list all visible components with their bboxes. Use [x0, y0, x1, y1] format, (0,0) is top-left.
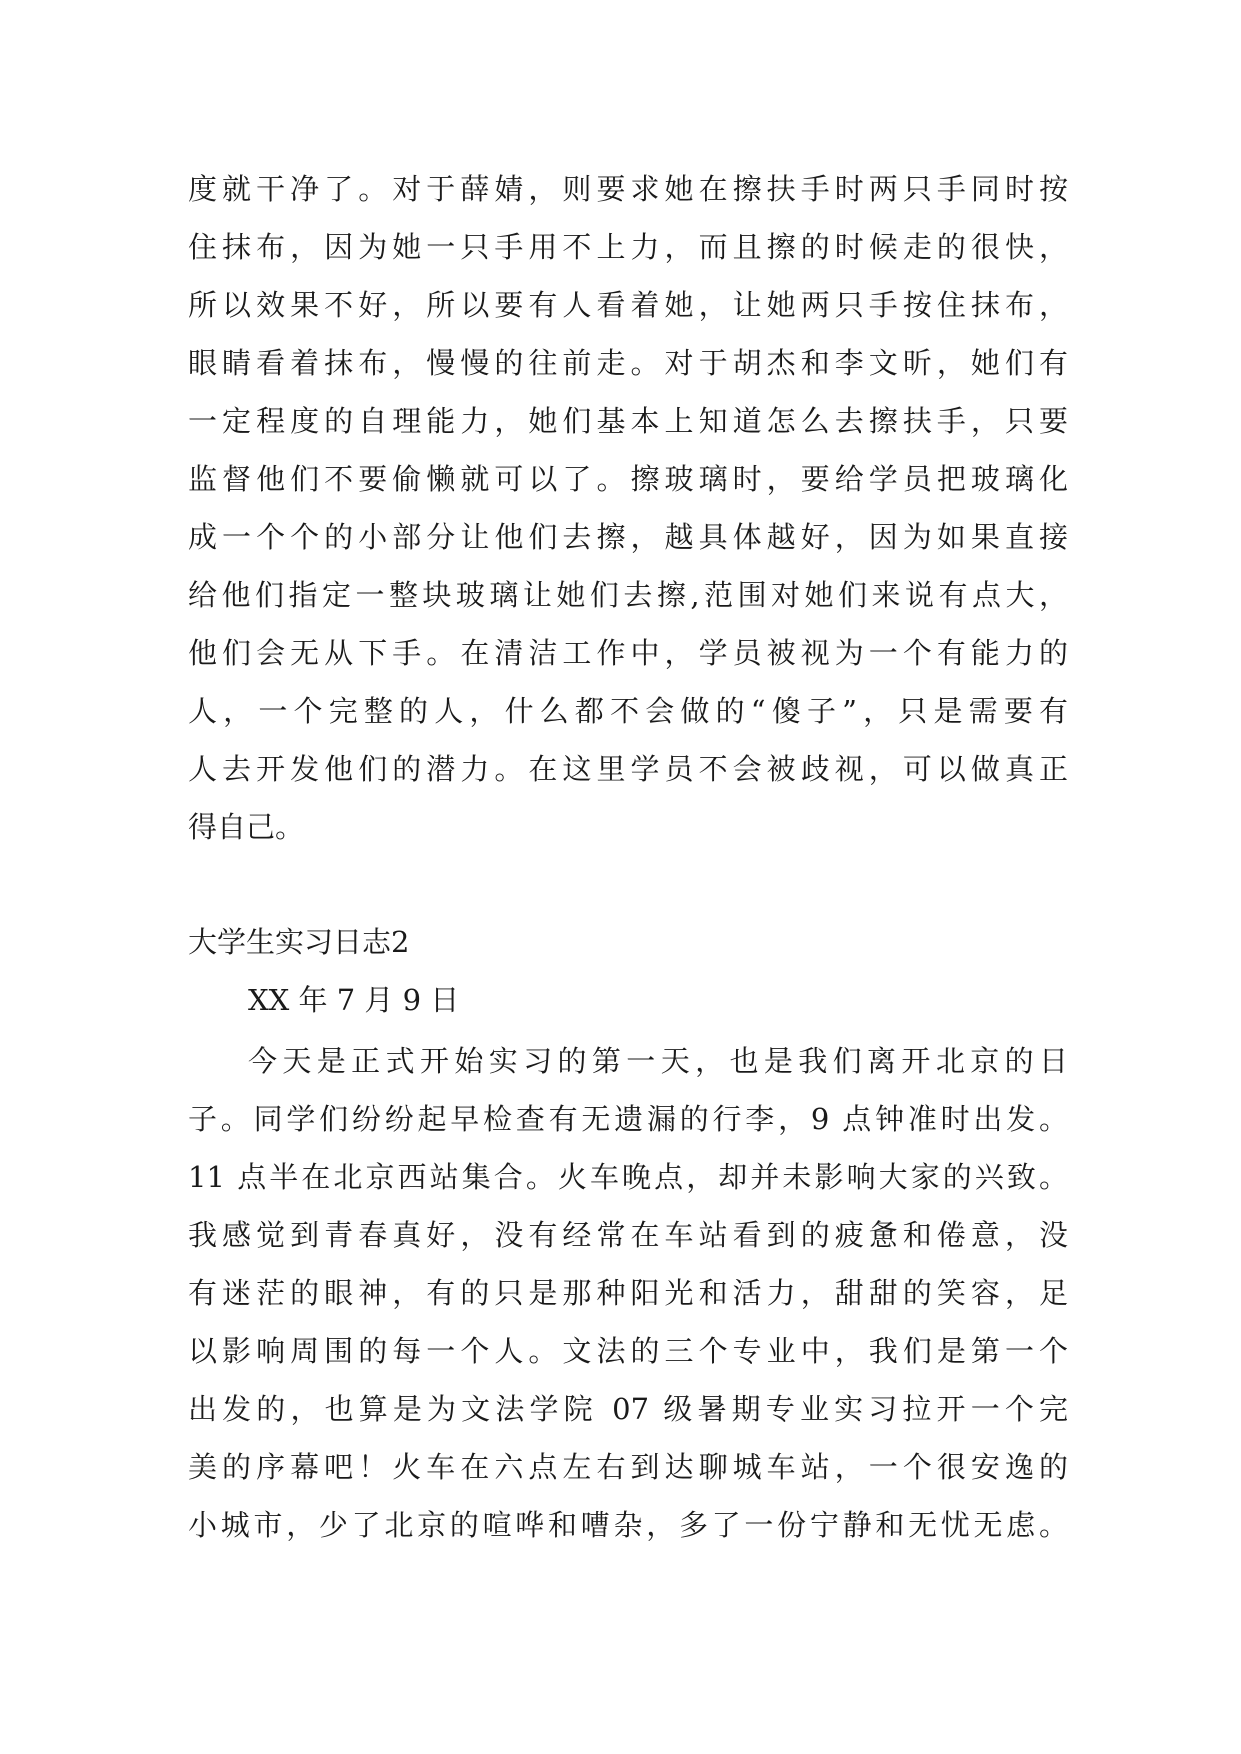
- text-line: 得自己。: [188, 810, 305, 844]
- text-line: 人去开发他们的潜力。在这里学员不会被歧视，可以做真正: [188, 752, 1068, 786]
- section-title: 大学生实习日志2: [188, 925, 410, 959]
- text-line: 子。同学们纷纷起早检查有无遗漏的行李，9 点钟准时出发。: [188, 1102, 1068, 1136]
- paragraph-2: [188, 1032, 1068, 1554]
- text-line: 一定程度的自理能力，她们基本上知道怎么去擦扶手，只要: [188, 404, 1068, 438]
- text-line: 眼睛看着抹布，慢慢的往前走。对于胡杰和李文昕，她们有: [188, 346, 1068, 380]
- text-line: 监督他们不要偷懒就可以了。擦玻璃时，要给学员把玻璃化: [188, 462, 1068, 496]
- text-line: 美的序幕吧！火车在六点左右到达聊城车站，一个很安逸的: [188, 1450, 1068, 1484]
- text-line: 所以效果不好，所以要有人看着她，让她两只手按住抹布，: [188, 288, 1068, 322]
- text-line: 给他们指定一整块玻璃让她们去擦,范围对她们来说有点大，: [188, 578, 1068, 612]
- text-line: 小城市，少了北京的喧哗和嘈杂，多了一份宁静和无忧无虑。: [188, 1508, 1068, 1542]
- section-header: [188, 913, 1068, 1029]
- text-line: 出发的，也算是为文法学院 07 级暑期专业实习拉开一个完: [188, 1392, 1068, 1426]
- text-line: 有迷茫的眼神，有的只是那种阳光和活力，甜甜的笑容，足: [188, 1276, 1068, 1310]
- text-line: 11 点半在北京西站集合。火车晚点，却并未影响大家的兴致。: [188, 1160, 1068, 1194]
- text-line: 以影响周围的每一个人。文法的三个专业中，我们是第一个: [188, 1334, 1068, 1368]
- entry-date: XX 年 7 月 9 日: [248, 983, 460, 1017]
- text-line: 他们会无从下手。在清洁工作中，学员被视为一个有能力的: [188, 636, 1068, 670]
- text-line: 人，一个完整的人，什么都不会做的“傻子”，只是需要有: [188, 694, 1068, 728]
- text-line: 度就干净了。对于薛婧，则要求她在擦扶手时两只手同时按: [188, 172, 1068, 206]
- text-line: 住抹布，因为她一只手用不上力，而且擦的时候走的很快，: [188, 230, 1068, 264]
- text-line: 成一个个的小部分让他们去擦，越具体越好，因为如果直接: [188, 520, 1068, 554]
- paragraph-1: [188, 160, 1068, 856]
- text-line: 我感觉到青春真好，没有经常在车站看到的疲惫和倦意，没: [188, 1218, 1068, 1252]
- text-line: 今天是正式开始实习的第一天，也是我们离开北京的日: [248, 1044, 1068, 1078]
